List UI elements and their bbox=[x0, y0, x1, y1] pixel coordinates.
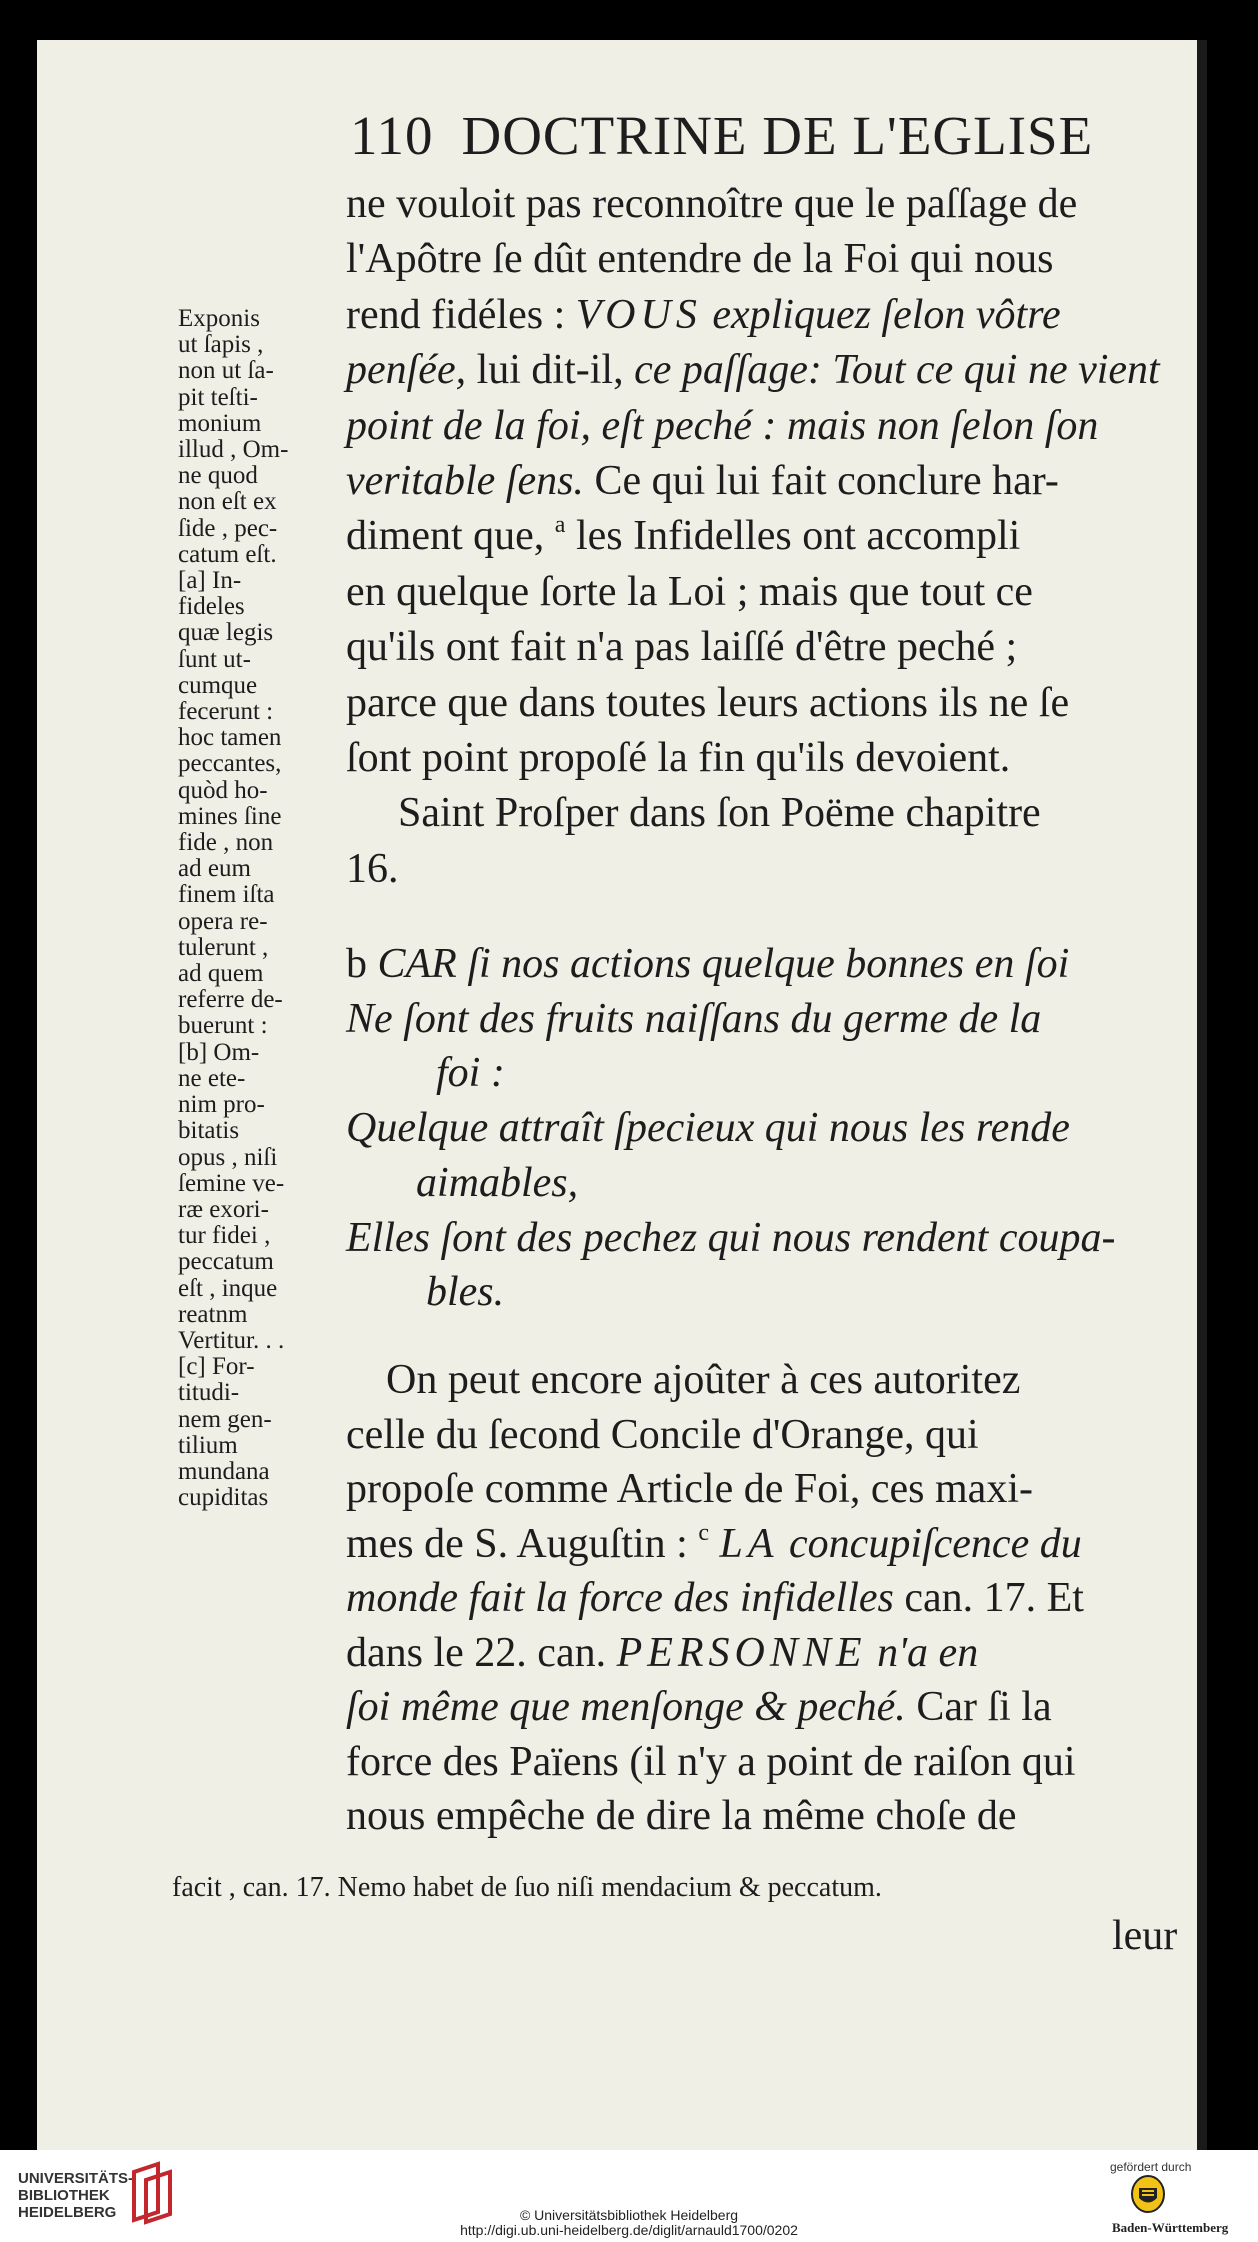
margin-note-line: ne quod bbox=[178, 462, 258, 490]
margin-note-line: tur fidei , bbox=[178, 1222, 271, 1250]
margin-note-line: cumque bbox=[178, 671, 258, 699]
copyright-text: © Universitätsbibliothek Heidelberg bbox=[519, 2207, 739, 2223]
text-run: force des Païens (il n'y a point de raiſon qui bbox=[346, 1739, 1076, 1785]
margin-note-line: reatnm bbox=[178, 1300, 248, 1328]
sponsor-label: gefördert durch bbox=[1110, 2160, 1192, 2174]
body-line bbox=[398, 789, 1041, 837]
margin-note-line: Vertitur. . . bbox=[178, 1326, 285, 1354]
body-line bbox=[346, 457, 1059, 505]
poem-line bbox=[426, 1268, 504, 1316]
margin-note-line: opera re- bbox=[178, 907, 268, 935]
text-run: Car ſi la bbox=[905, 1684, 1052, 1730]
running-title: DOCTRINE DE L'EGLISE bbox=[461, 105, 1094, 166]
text-run: ne vouloit pas reconnoître que le paſſage de bbox=[346, 181, 1078, 227]
state-crest-icon bbox=[1130, 2174, 1166, 2214]
margin-note-line: mundana bbox=[178, 1457, 270, 1485]
text-run: ce paſſage: Tout ce qui ne vient bbox=[634, 347, 1160, 393]
margin-note-line: ræ exori- bbox=[178, 1195, 269, 1223]
margin-note-line: hoc tamen bbox=[178, 724, 282, 752]
poem-line bbox=[346, 940, 1069, 988]
margin-note-line: [c] For- bbox=[178, 1353, 255, 1381]
lower-line bbox=[346, 1629, 978, 1677]
body-line bbox=[346, 180, 1077, 228]
text-run: aimables, bbox=[416, 1160, 579, 1206]
margin-note-line: quæ legis bbox=[178, 619, 274, 647]
body-line bbox=[346, 623, 1017, 671]
text-run: dans le 22. can. bbox=[346, 1630, 617, 1676]
body-line bbox=[346, 734, 1010, 782]
text-run bbox=[709, 1521, 720, 1567]
margin-note-line: titudi- bbox=[178, 1379, 240, 1407]
poem-line bbox=[346, 1104, 1070, 1152]
text-run: LA bbox=[719, 1521, 779, 1567]
text-run: point de la foi, eſt peché : mais non ſelon ſon bbox=[346, 403, 1099, 449]
library-name-line: HEIDELBERG bbox=[18, 2204, 117, 2221]
text-run: On peut encore ajoûter à ces autoritez bbox=[386, 1357, 1021, 1403]
bottom-margin-note: facit , can. 17. Nemo habet de ſuo niſi mendacium & peccatum. bbox=[172, 1872, 882, 1903]
margin-note-line: tilium bbox=[178, 1431, 238, 1459]
margin-note-line: pit teſti- bbox=[178, 383, 258, 411]
text-run: rend fidéles : bbox=[346, 292, 576, 338]
lower-line bbox=[346, 1465, 1033, 1513]
margin-note-line: nim pro- bbox=[178, 1091, 265, 1119]
text-run: penſée, bbox=[346, 347, 467, 393]
margin-note-line: illud , Om- bbox=[178, 436, 289, 464]
text-run: lui dit-il, bbox=[466, 347, 635, 393]
library-name-line: UNIVERSITÄTS- bbox=[18, 2170, 134, 2187]
margin-note-line: quòd ho- bbox=[178, 776, 268, 804]
margin-note-line: buerunt : bbox=[178, 1012, 268, 1040]
text-run: parce que dans toutes leurs actions ils ne ſe bbox=[346, 680, 1070, 726]
body-line bbox=[346, 291, 1061, 339]
margin-note-line: ad eum bbox=[178, 855, 251, 883]
lower-line bbox=[346, 1411, 979, 1459]
text-run: celle du ſecond Concile d'Orange, qui bbox=[346, 1412, 979, 1458]
margin-note-line: ad quem bbox=[178, 960, 264, 988]
body-line bbox=[346, 568, 1033, 616]
text-run: CAR ſi nos actions quelque bonnes en ſoi bbox=[377, 941, 1070, 987]
page-edge bbox=[1197, 40, 1207, 2150]
body-line bbox=[346, 235, 1053, 283]
margin-note-line: nem gen- bbox=[178, 1405, 272, 1433]
margin-note-line: ſunt ut- bbox=[178, 645, 251, 673]
text-run: Ce qui lui fait conclure har- bbox=[583, 458, 1059, 504]
library-name-line: BIBLIOTHEK bbox=[18, 2187, 110, 2204]
body-line bbox=[346, 845, 399, 893]
margin-note-line: opus , niſi bbox=[178, 1143, 278, 1171]
sponsor-name: Baden-Württemberg bbox=[1112, 2220, 1229, 2235]
text-run: c bbox=[698, 1520, 710, 1546]
margin-notes bbox=[178, 306, 338, 1511]
body-line bbox=[346, 512, 1020, 560]
text-run: ſoi même que menſonge & peché. bbox=[346, 1684, 906, 1730]
text-run: l'Apôtre ſe dût entendre de la Foi qui nous bbox=[346, 236, 1054, 282]
lower-line bbox=[386, 1356, 1020, 1404]
text-run: monde fait la force des infidelles bbox=[346, 1575, 894, 1621]
margin-note-line: Exponis bbox=[178, 305, 260, 332]
lower-line bbox=[346, 1738, 1076, 1786]
margin-note-line: ſemine ve- bbox=[178, 1169, 285, 1197]
text-run: qu'ils ont fait n'a pas laiſſé d'être peché ; bbox=[346, 624, 1018, 670]
text-run: ſont point propoſé la fin qu'ils devoient. bbox=[346, 735, 1011, 781]
text-run: propoſe comme Article de Foi, ces maxi- bbox=[346, 1466, 1033, 1512]
poem-line bbox=[416, 1159, 578, 1207]
text-run: VOUS bbox=[575, 292, 702, 338]
text-run: les Infidelles ont accompli bbox=[565, 513, 1021, 559]
text-run: foi : bbox=[436, 1050, 505, 1096]
text-run: mes de S. Auguſtin : bbox=[346, 1521, 699, 1567]
body-line bbox=[346, 346, 1160, 394]
margin-note-line: ſide , pec- bbox=[178, 514, 278, 542]
poem-line bbox=[346, 995, 1041, 1043]
text-run: Saint Proſper dans ſon Poëme chapitre bbox=[398, 790, 1041, 836]
margin-note-line: eſt , inque bbox=[178, 1274, 278, 1302]
lower-line bbox=[346, 1683, 1052, 1731]
margin-note-line: tulerunt , bbox=[178, 933, 269, 961]
catchword: leur bbox=[1112, 1913, 1178, 1959]
margin-note-line: fideles bbox=[178, 593, 245, 621]
lower-line bbox=[346, 1520, 1082, 1568]
text-run: concupiſcence du bbox=[778, 1521, 1082, 1567]
margin-note-line: monium bbox=[178, 409, 262, 437]
text-run: en quelque ſorte la Loi ; mais que tout ce bbox=[346, 569, 1033, 615]
text-run: nous empêche de dire la même choſe de bbox=[346, 1793, 1017, 1839]
margin-note-line: fide , non bbox=[178, 829, 274, 857]
margin-note-line: mines ſine bbox=[178, 802, 282, 830]
text-run: b bbox=[346, 941, 378, 987]
lower-line bbox=[346, 1792, 1017, 1840]
margin-note-line: peccatum bbox=[178, 1248, 274, 1276]
margin-note-line: [b] Om- bbox=[178, 1038, 260, 1066]
margin-note-line: referre de- bbox=[178, 986, 283, 1014]
body-line bbox=[346, 679, 1069, 727]
margin-note-line: non ut ſa- bbox=[178, 357, 274, 385]
poem-line bbox=[436, 1049, 505, 1097]
text-run: 16. bbox=[346, 846, 399, 892]
margin-note-line: cupiditas bbox=[178, 1484, 269, 1512]
body-line bbox=[346, 402, 1098, 450]
text-run: Elles ſont des pechez qui nous rendent coupa- bbox=[346, 1215, 1116, 1261]
margin-note-line: ut ſapis , bbox=[178, 331, 264, 359]
text-run: a bbox=[554, 512, 566, 538]
margin-note-line: bitatis bbox=[178, 1117, 240, 1145]
lower-line bbox=[346, 1574, 1084, 1622]
page-number: 110 bbox=[350, 105, 434, 166]
text-run: n'a en bbox=[866, 1630, 979, 1676]
text-run: PERSONNE bbox=[616, 1630, 867, 1676]
margin-note-line: [a] In- bbox=[178, 567, 242, 595]
source-url-link[interactable]: http://digi.ub.uni-heidelberg.de/diglit/arnauld1700/0202 bbox=[460, 2222, 798, 2238]
margin-note-line: non eſt ex bbox=[178, 488, 277, 516]
text-run: veritable ſens. bbox=[346, 458, 584, 504]
text-run: Ne ſont des fruits naiſſans du germe de la bbox=[346, 996, 1042, 1042]
poem-line bbox=[346, 1214, 1115, 1262]
text-run: expliquez ſelon vôtre bbox=[701, 292, 1061, 338]
running-head bbox=[350, 104, 1093, 167]
text-run: bles. bbox=[426, 1269, 505, 1315]
margin-note-line: ne ete- bbox=[178, 1064, 246, 1092]
margin-note-line: finem iſta bbox=[178, 881, 275, 909]
text-run: diment que, bbox=[346, 513, 555, 559]
text-run: can. 17. Et bbox=[893, 1575, 1084, 1621]
margin-note-line: fecerunt : bbox=[178, 698, 274, 726]
text-run: Quelque attraît ſpecieux qui nous les rende bbox=[346, 1105, 1070, 1151]
margin-note-line: catum eſt. bbox=[178, 540, 277, 568]
margin-note-line: peccantes, bbox=[178, 750, 282, 778]
